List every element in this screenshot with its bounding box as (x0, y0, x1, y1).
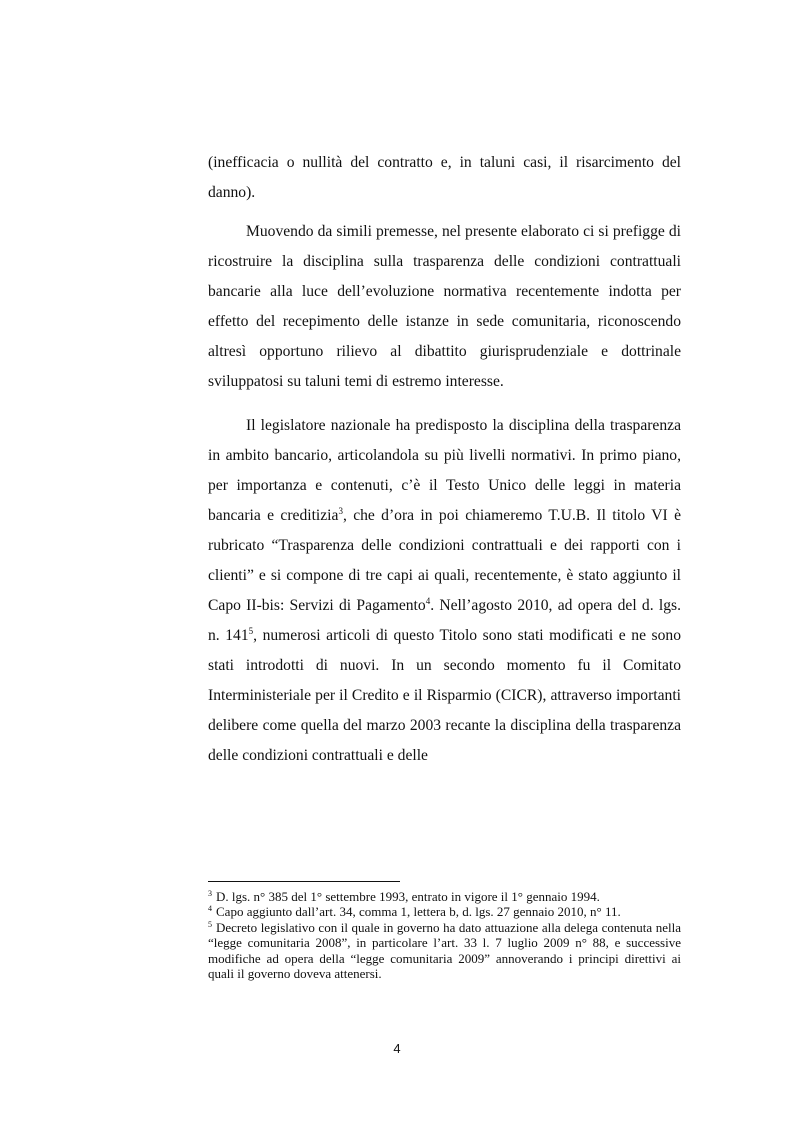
footnote-text: D. lgs. n° 385 del 1° settembre 1993, entrato in vigore il 1° gennaio 1994. (216, 889, 600, 904)
footnote-5 (208, 920, 681, 982)
footnote-number: 5 (208, 919, 212, 929)
text-segment: , che d’ora in poi chiameremo T.U.B. Il titolo VI è rubricato “Trasparenza delle condizioni contrattuali e dei rapporti con i clienti” e si compone di tre capi ai quali, recentemente, è stato aggiunto il Capo II-bis: Servizi di Pagamento (208, 507, 681, 614)
text-segment: , numerosi articoli di questo Titolo sono stati modificati e ne sono stati introdotti di nuovi. In un secondo momento fu il Comitato Interministeriale per il Credito e il Risparmio (CICR), attraverso importanti delibere come quella del marzo 2003 recante la disciplina della trasparenza delle condizioni contrattuali e delle (208, 627, 681, 764)
paragraph-legislator (208, 411, 681, 771)
footnote-text: Capo aggiunto dall’art. 34, comma 1, lettera b, d. lgs. 27 gennaio 2010, n° 11. (216, 904, 621, 920)
footnote-ref-5[interactable]: 5 (248, 626, 254, 636)
footnotes (208, 889, 681, 981)
footnote-3 (208, 889, 681, 904)
page-number: 4 (393, 1041, 401, 1056)
footnote-number: 4 (208, 904, 212, 914)
footnote-number: 3 (208, 889, 212, 898)
footnote-text: Decreto legislativo con il quale in governo ha dato attuazione alla delega contenuta nella “legge comunitaria 2008”, in particolare l’art. 33 l. 7 luglio 2009 n° 88, e successive modifiche ad opera della “legge comunitaria 2009” annoverando i principi direttivi ai quali il governo doveva attenersi. (208, 919, 681, 982)
footnote-4 (208, 904, 681, 919)
body-text (208, 148, 681, 771)
paragraph-premises: Muovendo da simili premesse, nel presente elaborato ci si prefigge di ricostruire la disciplina sulla trasparenza delle condizioni contrattuali bancarie alla luce dell’evoluzione normativa recentemente indotta per effetto del recepimento delle istanze in sede comunitaria, riconoscendo altresì opportuno rilievo al dibattito giurisprudenziale e dottrinale sviluppatosi su taluni temi di estremo interesse. (208, 223, 681, 390)
paragraph-continuation: (inefficacia o nullità del contratto e, in taluni casi, il risarcimento del danno). (208, 154, 681, 201)
footnote-separator (208, 881, 400, 882)
text-segment: . Nell’agosto 2010, ad opera del d. lgs. n. 141 (208, 597, 681, 644)
footnote-ref-3[interactable]: 3 (338, 506, 343, 516)
footnote-ref-4[interactable]: 4 (425, 596, 431, 606)
text-segment: Il legislatore nazionale ha predisposto la disciplina della trasparenza in ambito bancario, articolandola su più livelli normativi. In primo piano, per importanza e contenuti, c’è il Testo Unico delle leggi in materia bancaria e creditizia (208, 417, 681, 524)
